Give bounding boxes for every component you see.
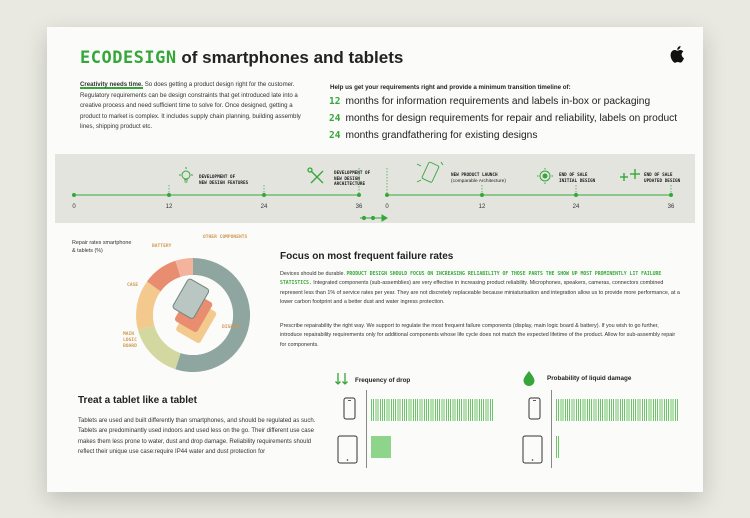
tablet-paragraph: Tablets are used and built differently than smartphones, and should be regulated as such. Tablets are predominantly used indoors and used less on the go. Their different use case makes them less prone to water, dust and drop damage. Reliability requirements should reflect their unique use case:require IP44 water and dust protection for <box>78 418 316 456</box>
pie-caption: Repair rates smartphone & tablets (%) <box>72 240 132 254</box>
tick-label: 12 <box>165 204 173 210</box>
pie-label-case: CASE <box>127 283 139 288</box>
month-requirement-3: 24 months grandfathering for existing designs <box>329 130 538 141</box>
end-of-sale-updated-icon <box>620 169 640 181</box>
lightbulb-icon <box>179 167 193 182</box>
tablet-icon <box>337 435 359 465</box>
drop-chart-axis <box>366 390 367 468</box>
timeline-dot <box>385 193 389 197</box>
event-end-of-sale-initial: END OF SALE INITIAL DESIGN <box>559 173 596 184</box>
timeline-dot <box>480 193 484 197</box>
focus-heading: Focus on most frequent failure rates <box>280 251 454 262</box>
water-drop-icon <box>522 370 536 386</box>
liquid-bar-tablet <box>556 436 560 458</box>
timeline-dot <box>72 193 76 197</box>
focus-paragraph-2: Prescribe repairability the right way. We support to regulate the most frequent failure components (display, main logic board & battery). If you wish to go further, introduce repairability requirements only for additional components whose life cycle does not match the expected lifetime of the product. Allow for sub-assembly repair for components. <box>280 323 676 348</box>
timeline-dot <box>357 193 361 197</box>
pie-label-display: DISPLAY <box>222 325 242 330</box>
focus-paragraph-1: Devices should be durable. PRODUCT DESIGN SHOULD FOCUS ON INCREASING RELIABILITY OF THOSE PARTS THE SHOW UP MOST PROMINENTLY LIT FAILURE STATISTICS. Integrated components (sub-assemblies) are very effective in increasing product reliability. Microphones, speakers, cameras, connectors combined represent less than 1% of service rates per year. They are not discretely replaceable because miniaturisation and integration allow us to provide more performance, at a lower carbon footprint and a better dust and water ingress protection. <box>280 271 680 306</box>
pie-label-main-logic: MAIN LOGIC BOARD <box>123 332 137 349</box>
event-end-of-sale-updated: END OF SALE UPDATED DESIGN <box>644 173 681 184</box>
tick-label: 0 <box>385 204 389 210</box>
tick-label: 12 <box>478 204 486 210</box>
drop-chart-title: Frequency of drop <box>355 377 411 384</box>
month-requirement-1: 12 months for information requirements and labels in-box or packaging <box>329 96 651 107</box>
smartphone-icon <box>343 397 357 421</box>
tools-icon <box>308 168 323 183</box>
tick-label: 0 <box>72 204 76 210</box>
timeline-graphic <box>47 154 703 223</box>
liquid-chart-title: Probability of liquid damage <box>547 375 632 382</box>
month-requirement-2: 24 months for design requirements for repair and reliability, labels on product <box>329 113 678 124</box>
drop-arrows-icon <box>335 372 349 386</box>
pie-label-other: OTHER COMPONENTS <box>203 235 248 240</box>
timeline-dot <box>669 193 673 197</box>
tick-label: 36 <box>667 204 675 210</box>
tablet-icon <box>522 435 544 465</box>
phone-launch-icon <box>417 162 443 183</box>
event-design-features: DEVELOPMENT OF NEW DESIGN FEATURES <box>199 175 249 186</box>
pie-label-battery: BATTERY <box>152 244 172 249</box>
smartphone-icon <box>528 397 542 421</box>
drop-bar-tablet <box>371 436 391 458</box>
repair-donut-chart <box>127 239 287 379</box>
infographic-sheet <box>47 27 703 492</box>
apple-logo-icon <box>669 44 687 64</box>
timeline-dot <box>262 193 266 197</box>
end-of-sale-initial-icon <box>537 168 553 184</box>
liquid-bar-smartphone <box>556 399 679 421</box>
tick-label: 24 <box>260 204 268 210</box>
page-title: ECODESIGN of smartphones and tablets <box>80 48 404 68</box>
event-design-architecture: DEVELOPMENT OF NEW DESIGN ARCHITECTURE <box>334 171 371 187</box>
tick-label: 36 <box>355 204 363 210</box>
timeline-dot <box>167 193 171 197</box>
tablet-heading: Treat a tablet like a tablet <box>78 395 197 406</box>
drop-bar-smartphone <box>371 399 494 421</box>
liquid-chart-axis <box>551 390 552 468</box>
timeline-dot <box>574 193 578 197</box>
tick-label: 24 <box>572 204 580 210</box>
event-product-launch: NEW PRODUCT LAUNCH (comparable Architecture) <box>451 173 506 184</box>
timeline-intro: Help us get your requirements right and provide a minimum transition timeline of: <box>330 84 571 91</box>
intro-paragraph: Creativity needs time. So does getting a product design right for the customer. Regulatory requirements can be design constraints that get introduced late into a creative process and need sufficient time to solve for. Once designed, getting a product to market is complex. It includes supply chain planning, building assembly lines, shipping product etc. <box>80 81 301 130</box>
timeline-connector-icon <box>360 215 387 221</box>
